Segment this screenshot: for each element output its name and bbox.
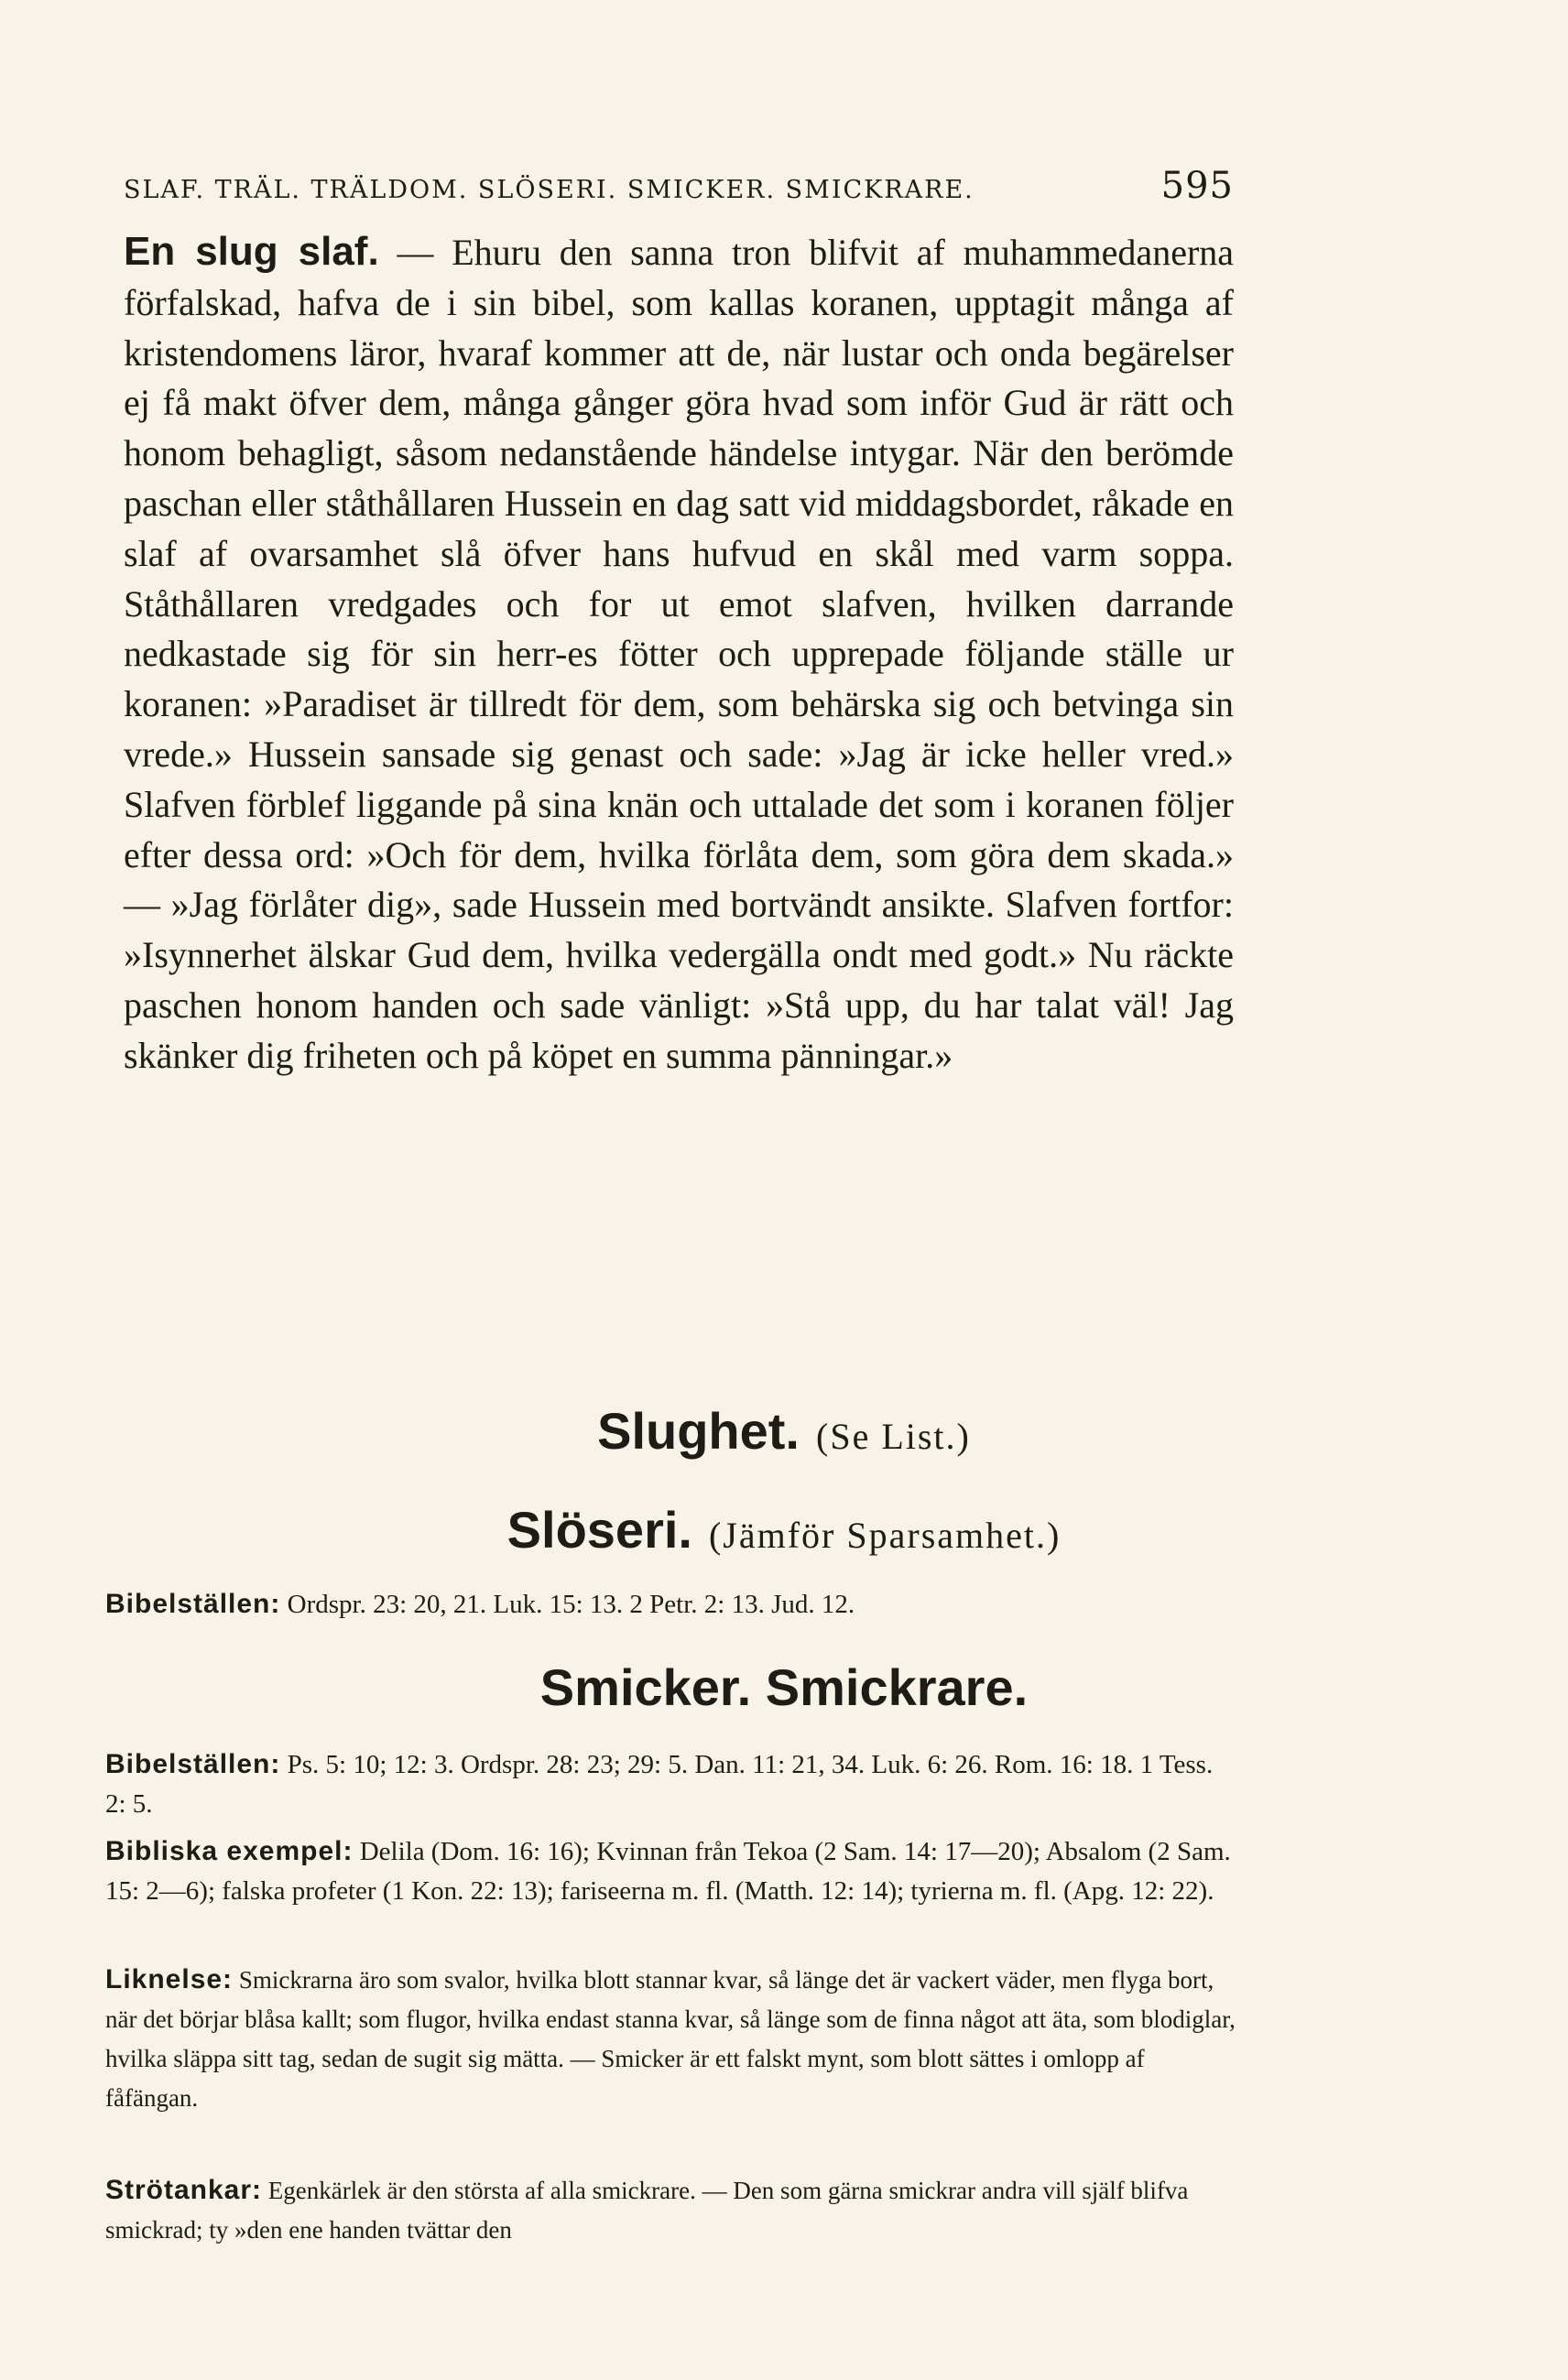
sloseri-bible-refs bbox=[105, 1584, 1236, 1625]
story-paragraph bbox=[124, 227, 1234, 1081]
slughet-note: (Se List.) bbox=[816, 1416, 971, 1457]
smicker-lik-label: Liknelse: bbox=[105, 1964, 234, 1994]
story-text: — Ehuru den sanna tron blifvit af muhammedanerna förfalskad, hafva de i sin bibel, som kallas koranen, upptagit många af kristendomens läror, hvaraf kommer att de, när lustar och onda begärelser ej få makt öfver dem, många gånger göra hvad som inför Gud är rätt och honom behagligt, såsom nedanstående händelse intygar. När den berömde paschan eller ståthållaren Hussein en dag satt vid middagsbordet, råkade en slaf af ovarsamhet slå öfver hans hufvud en skål med varm soppa. Ståthållaren vredgades och for ut emot slafven, hvilken darrande nedkastade sig för sin herr-es fötter och upprepade följande ställe ur koranen: »Paradiset är tillredt för dem, som behärska sig och betvinga sin vrede.» Hussein sansade sig genast och sade: »Jag är icke heller vred.» Slafven förblef liggande på sina knän och uttalade det som i koranen följer efter dessa ord: »Och för dem, hvilka förlåta dem, som göra dem skada.» — »Jag förlåter dig», sade Hussein med bortvändt ansikte. Slafven fortfor: »Isynnerhet älskar Gud dem, hvilka vedergälla ondt med godt.» Nu räckte paschen honom handen och sade vänligt: »Stå upp, du har talat väl! Jag skänker dig friheten och på köpet en summa pänningar.» bbox=[124, 232, 1235, 1076]
heading-slughet bbox=[0, 1401, 1568, 1461]
sloseri-bib-label: Bibelställen: bbox=[105, 1589, 281, 1619]
smicker-lik-text: Smickrarna äro som svalor, hvilka blott stannar kvar, så länge det är vackert väder, men flyga bort, när det börjar blåsa kallt; som flugor, hvilka endast stanna kvar, så länge som de finna något att äta, som blodiglar, hvilka släppa sitt tag, sedan de sugit sig mätta. — Smicker är ett falskt mynt, som blott sättes i omlopp af fåfängan. bbox=[105, 1966, 1236, 2112]
smicker-ex-label: Bibliska exempel: bbox=[105, 1836, 354, 1866]
sloseri-bib-text: Ordspr. 23: 20, 21. Luk. 15: 13. 2 Petr. 2: 13. Jud. 12. bbox=[287, 1590, 855, 1619]
heading-sloseri bbox=[0, 1500, 1568, 1559]
smicker-bib-label: Bibelställen: bbox=[105, 1749, 281, 1779]
sloseri-title: Slöseri. bbox=[506, 1501, 692, 1559]
smicker-bible-refs bbox=[105, 1744, 1236, 1824]
smicker-ex-text: Delila (Dom. 16: 16); Kvinnan från Tekoa (2 Sam. 14: 17—20); Absalom (2 Sam. 15: 2—6); falska profeter (1 Kon. 22: 13); fariseerna m. fl. (Matth. 12: 14); tyrierna m. fl. (Apg. 12: 22). bbox=[105, 1837, 1231, 1906]
page-number: 595 bbox=[1160, 165, 1234, 207]
sloseri-note: (Jämför Sparsamhet.) bbox=[708, 1515, 1062, 1556]
smicker-stro-text: Egenkärlek är den största af alla smickrare. — Den som gärna smickrar andra vill själf blifva smickrad; ty »den ene handen tvättar den bbox=[105, 2177, 1189, 2244]
running-header bbox=[124, 165, 1234, 207]
smicker-bible-examples bbox=[105, 1831, 1236, 1911]
story-title: En slug slaf. bbox=[124, 229, 379, 274]
smicker-title: Smicker. Smickrare. bbox=[539, 1658, 1029, 1716]
smicker-thoughts bbox=[105, 2170, 1236, 2250]
heading-smicker bbox=[0, 1657, 1568, 1717]
smicker-bib-text: Ps. 5: 10; 12: 3. Ordspr. 28: 23; 29: 5. Dan. 11: 21, 34. Luk. 6: 26. Rom. 16: 18. 1 Tess. 2: 5. bbox=[105, 1750, 1214, 1819]
smicker-parable bbox=[105, 1960, 1236, 2118]
running-title: SLAF. TRÄL. TRÄLDOM. SLÖSERI. SMICKER. SMICKRARE. bbox=[124, 176, 975, 204]
slughet-title: Slughet. bbox=[597, 1402, 800, 1460]
smicker-stro-label: Strötankar: bbox=[105, 2175, 263, 2205]
